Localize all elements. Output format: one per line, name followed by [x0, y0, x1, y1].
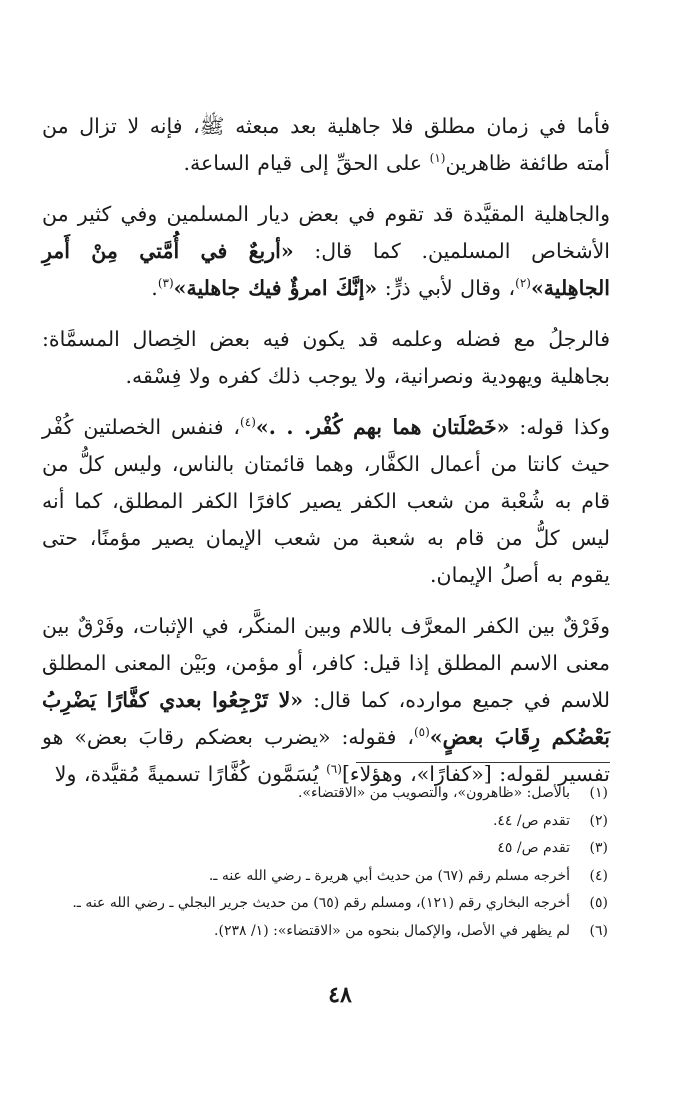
footnote-6 [40, 918, 608, 946]
footnote-5 [40, 890, 608, 918]
footnote-text: تقدم ص/ ٤٤. [492, 812, 570, 829]
footnote-number: (٢) [589, 812, 608, 829]
footnote-ref-3: (٣) [157, 276, 174, 291]
main-text [42, 108, 610, 807]
text-run: يُسَمَّون كُفَّارًا تسميةً مُقيَّدة، ولا [54, 762, 327, 786]
text-run: والجاهلية المقيَّدة قد تقوم في بعض ديار المسلمين وفي كثير من الأشخاص المسلمين. كما قال: [42, 202, 611, 263]
paragraph-5 [42, 608, 610, 793]
footnotes [40, 780, 608, 945]
footnote-ref-2: (٢) [515, 276, 531, 291]
footnote-number: (٣) [589, 840, 608, 856]
footnote-text: أخرجه مسلم رقم (٦٧) من حديث أبي هريرة ـ رضي الله عنه ـ. [208, 867, 570, 884]
paragraph-4 [42, 409, 610, 594]
footnote-number: (٤) [589, 867, 608, 884]
footnote-ref-4: (٤) [240, 415, 256, 430]
text-run: فأما في زمان مطلق فلا جاهلية بعد مبعثه ﷺ، فإنه لا تزال من أمته طائفة ظاهرين [42, 114, 610, 175]
text-run: فالرجلُ مع فضله وعلمه قد يكون فيه بعض الخِصال المسمَّاة: بجاهلية ويهودية ونصرانية، ولا يوجب ذلك كفره ولا فِسْقه. [42, 327, 610, 388]
footnote-ref-5: (٥) [413, 725, 430, 740]
text-run: على الحقِّ إلى قيام الساعة. [183, 151, 430, 175]
paragraph-3 [42, 321, 610, 395]
text-run: ، وقال لأبي ذرٍّ: [377, 276, 516, 300]
footnote-text: أخرجه البخاري رقم (١٢١)، ومسلم رقم (٦٥) من حديث جرير البجلي ـ رضي الله عنه ـ. [72, 895, 570, 911]
footnote-divider [356, 762, 610, 763]
paragraph-2 [42, 196, 610, 307]
footnote-number: (٦) [589, 922, 608, 939]
footnote-number: (١) [589, 785, 608, 801]
page-number: ٤٨ [328, 982, 352, 1008]
footnote-number: (٥) [589, 895, 608, 911]
text-run: . [151, 276, 158, 300]
text-run: ، فقوله: «يضرب بعضكم رقابَ بعض» هو تفسير لقوله: [«كفارًا»، وهؤلاء] [42, 725, 610, 786]
footnote-4 [40, 863, 608, 891]
footnote-text: لم يظهر في الأصل، والإكمال بنحوه من «الاقتضاء»: (١/ ٢٣٨). [214, 922, 570, 939]
hadith-quote: «أربعٌ في أُمَّتي مِنْ أَمرِ الجاهِلية» [42, 239, 610, 300]
footnote-text: بالأصل: «ظاهرون»، والتصويب من «الاقتضاء». [297, 785, 570, 801]
footnote-2 [40, 808, 608, 836]
hadith-quote: «لا تَرْجِعُوا بعدي كفَّارًا يَضْرِبُ بَعْضُكم رِقَابَ بعضٍ» [42, 688, 610, 749]
footnote-3 [40, 835, 608, 863]
paragraph-1 [42, 108, 610, 182]
text-run: ، فنفس الخصلتين كُفْر حيث كانتا من أعمال الكفَّار، وهما قائمتان بالناس، وليس كلُّ من قام به شُعْبة من شعب الكفر يصير كافرًا الكفر المطلق، كما أنه ليس كلُّ من قام به شعبة من شعب الإيمان يصير مؤمنًا، حتى يقوم به أصلُ الإيمان. [42, 415, 610, 587]
hadith-quote: «إنَّكَ امرؤٌ فيك جاهلية» [173, 276, 378, 300]
footnote-ref-1: (١) [429, 151, 446, 166]
hadith-quote: «خَصْلَتان هما بهم كُفْر. . .» [255, 415, 510, 439]
text-run: وكذا قوله: [509, 415, 610, 439]
footnote-text: تقدم ص/ ٤٥ [497, 840, 570, 856]
text-run: وفَرْقٌ بين الكفر المعرَّف باللام وبين المنكَّر، في الإثبات، وفَرْقٌ بين معنى الاسم المطلق إذا قيل: كافر، أو مؤمن، وبَيْن المعنى المطلق للاسم في جميع موارده، كما قال: [42, 614, 610, 712]
footnote-ref-6: (٦) [326, 762, 342, 777]
footnote-1 [40, 780, 608, 808]
